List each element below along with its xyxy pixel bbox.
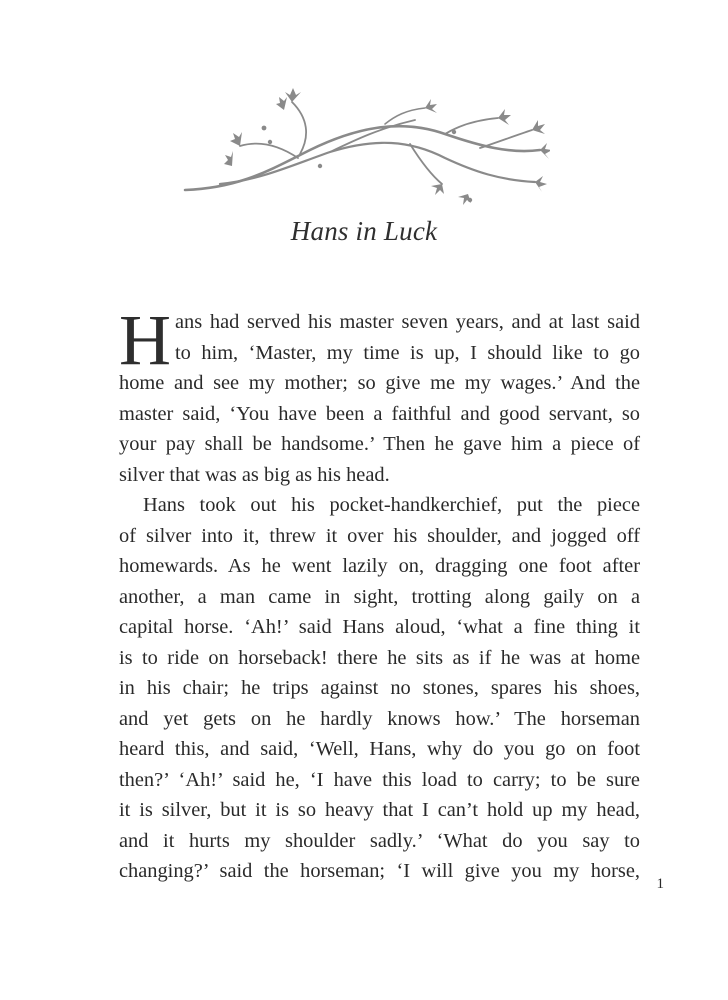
text-line: another, a man came in sight, trotting along gaily on a — [119, 585, 640, 608]
floral-vine-icon — [180, 88, 550, 213]
text-line: of silver into it, threw it over his shoulder, and jogged off — [119, 524, 640, 547]
text-line: ans had served his master seven years, and at last said — [175, 311, 640, 333]
text-line: in his chair; he trips against no stones, spares his shoes, — [119, 677, 640, 699]
text-line: it is silver, but it is so heavy that I can’t hold up my head, — [119, 799, 640, 821]
text-line: and yet gets on he hardly knows how.’ The horseman — [119, 707, 640, 730]
text-line: silver that was as big as his head. — [119, 463, 390, 486]
paragraph-1-opening — [119, 300, 640, 380]
text-line: home and see my mother; so give me my wages.’ And the — [119, 372, 640, 394]
story-title: Hans in Luck — [290, 216, 438, 246]
drop-cap: H — [119, 300, 171, 380]
story-body — [119, 300, 640, 887]
text-line: is to ride on horseback! there he sits as if he was at home — [119, 646, 640, 669]
text-line: Hans took out his pocket-handkerchief, put the piece — [143, 494, 640, 516]
text-line: to him, ‘Master, my time is up, I should like to go — [175, 341, 640, 364]
text-line: homewards. As he went lazily on, dragging one foot after — [119, 555, 640, 577]
text-line: master said, ‘You have been a faithful and good servant, so — [119, 402, 640, 425]
page-number: 1 — [656, 876, 664, 892]
text-line: changing?’ said the horseman; ‘I will give you my horse, — [119, 860, 640, 882]
text-line: your pay shall be handsome.’ Then he gave him a piece of — [119, 433, 640, 455]
text-line: capital horse. ‘Ah!’ said Hans aloud, ‘what a fine thing it — [119, 616, 640, 638]
text-line: and it hurts my shoulder sadly.’ ‘What do you say to — [119, 829, 640, 852]
text-line: heard this, and said, ‘Well, Hans, why do you go on foot — [119, 738, 640, 760]
text-line: then?’ ‘Ah!’ said he, ‘I have this load to carry; to be sure — [119, 768, 640, 791]
